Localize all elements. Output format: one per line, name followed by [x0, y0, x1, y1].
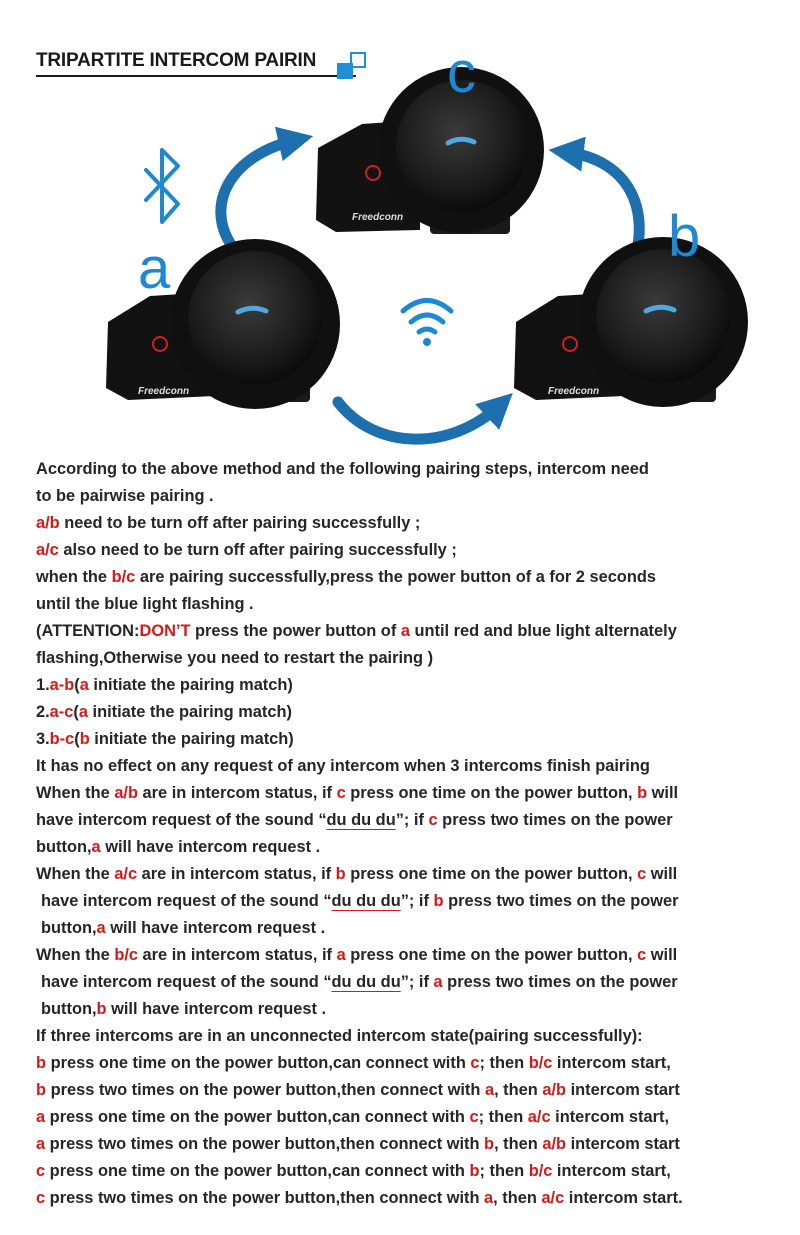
body-text: ; then [479, 1054, 529, 1072]
instruction-line [36, 699, 786, 726]
arrow-a-to-b [338, 402, 500, 439]
highlight-text: b [79, 730, 90, 748]
instruction-line [36, 861, 786, 888]
body-text: 3. [36, 730, 50, 748]
body-text: ”; if [395, 811, 429, 829]
instruction-line [36, 915, 786, 942]
body-text: (ATTENTION: [36, 622, 140, 640]
highlight-text: b/c [114, 946, 138, 964]
highlight-text: a-c [49, 703, 74, 721]
section-title: TRIPARTITE INTERCOM PAIRIN [36, 50, 317, 71]
arrow-a-to-c [221, 140, 296, 246]
body-text: press one time on the power button, [345, 946, 638, 964]
highlight-text: a [336, 946, 346, 964]
instruction-line [36, 564, 786, 591]
instruction-line [36, 1131, 786, 1158]
highlight-text: c [428, 811, 438, 829]
body-text: when the [36, 568, 112, 586]
body-text: will have intercom request . [105, 919, 326, 937]
highlight-text: a [91, 838, 101, 856]
instruction-line [36, 996, 786, 1023]
intercom-device-c [316, 67, 544, 234]
body-text: ( [74, 676, 80, 694]
body-text: ( [74, 730, 80, 748]
body-text: have intercom request of the sound “ [41, 973, 332, 991]
highlight-text: b [469, 1162, 480, 1180]
highlight-text: a [36, 1135, 46, 1153]
highlight-text: a/b [542, 1081, 567, 1099]
brand-logo: Freedconn [548, 386, 600, 397]
wifi-icon [403, 301, 451, 347]
instruction-line [36, 618, 786, 645]
device-label-b: b [668, 204, 701, 269]
highlight-text: c [36, 1162, 46, 1180]
body-text: If three intercoms are in an unconnected intercom state(pairing successfully): [36, 1027, 643, 1045]
body-text: ; then [478, 1108, 528, 1126]
instruction-line [36, 969, 786, 996]
body-text: intercom start [566, 1135, 680, 1153]
highlight-text: a [36, 1108, 46, 1126]
highlight-text: b/c [528, 1162, 553, 1180]
device-label-c: c [447, 40, 476, 105]
body-text: 2. [36, 703, 50, 721]
brand-logo: Freedconn [138, 386, 190, 397]
pairing-instructions [36, 456, 786, 1212]
body-text: initiate the pairing match) [89, 730, 294, 748]
body-text: press one time on the power button, [345, 784, 638, 802]
instruction-line [36, 645, 786, 672]
instruction-line [36, 1023, 786, 1050]
body-text: are in intercom status, if [137, 865, 336, 883]
instruction-line [36, 807, 786, 834]
highlight-text: a [400, 622, 410, 640]
instruction-line [36, 1050, 786, 1077]
underlined-sound-text: du du du [331, 973, 401, 991]
instruction-line [36, 483, 786, 510]
body-text: press one time on the power button, [345, 865, 638, 883]
body-text: When the [36, 784, 115, 802]
body-text: It has no effect on any request of any intercom when 3 intercoms finish pairing [36, 757, 650, 775]
body-text: until the blue light flashing . [36, 595, 254, 613]
body-text: are in intercom status, if [138, 946, 337, 964]
instruction-line [36, 834, 786, 861]
body-text: to be pairwise pairing . [36, 487, 214, 505]
instruction-line [36, 510, 786, 537]
body-text: ; then [479, 1162, 529, 1180]
body-text: press one time on the power button,can connect with [45, 1162, 470, 1180]
body-text: According to the above method and the following pairing steps, intercom need [36, 460, 649, 478]
body-text: initiate the pairing match) [88, 676, 293, 694]
bluetooth-icon [146, 150, 178, 222]
body-text: button, [36, 838, 92, 856]
body-text: press two times on the power button,then connect with [45, 1189, 485, 1207]
body-text: intercom start, [552, 1054, 671, 1072]
body-text: need to be turn off after pairing successfully ; [59, 514, 421, 532]
body-text: will have intercom request . [100, 838, 321, 856]
body-text: intercom start, [550, 1108, 670, 1126]
highlight-text: c [637, 865, 647, 883]
body-text: will [646, 865, 678, 883]
body-text: 1. [36, 676, 50, 694]
body-text: press two times on the power [437, 811, 673, 829]
body-text: initiate the pairing match) [87, 703, 292, 721]
body-text: have intercom request of the sound “ [36, 811, 327, 829]
body-text: , then [493, 1189, 542, 1207]
underlined-sound-text: du du du [326, 811, 396, 829]
instruction-line [36, 537, 786, 564]
highlight-text: c [470, 1054, 480, 1072]
highlight-text: b-c [49, 730, 75, 748]
body-text: also need to be turn off after pairing successfully ; [58, 541, 457, 559]
body-text: press two times on the power [442, 973, 678, 991]
device-label-a: a [138, 236, 171, 301]
highlight-text: DON’T [139, 622, 191, 640]
highlight-text: c [36, 1189, 46, 1207]
highlight-text: a [433, 973, 443, 991]
body-text: , then [494, 1135, 543, 1153]
body-text: will [647, 784, 679, 802]
highlight-text: c [336, 784, 346, 802]
body-text: intercom start, [552, 1162, 671, 1180]
instruction-line [36, 591, 786, 618]
instruction-line [36, 1104, 786, 1131]
highlight-text: c [469, 1108, 479, 1126]
body-text: press two times on the power button,then connect with [45, 1135, 485, 1153]
body-text: will have intercom request . [106, 1000, 327, 1018]
instruction-line [36, 726, 786, 753]
highlight-text: c [637, 946, 647, 964]
instruction-line [36, 456, 786, 483]
highlight-text: b [637, 784, 648, 802]
instruction-line [36, 1158, 786, 1185]
intercom-device-b [514, 237, 748, 407]
highlight-text: a/c [114, 865, 138, 883]
body-text: ”; if [400, 892, 434, 910]
highlight-text: a/b [36, 514, 60, 532]
instruction-line [36, 888, 786, 915]
instruction-line [36, 780, 786, 807]
highlight-text: b [433, 892, 444, 910]
highlight-text: b [96, 1000, 107, 1018]
instruction-line [36, 1185, 786, 1212]
body-text: have intercom request of the sound “ [41, 892, 332, 910]
highlight-text: a/b [114, 784, 138, 802]
highlight-text: a [79, 676, 89, 694]
body-text: will [646, 946, 678, 964]
instruction-line [36, 942, 786, 969]
body-text: intercom start [566, 1081, 680, 1099]
body-text: ”; if [400, 973, 434, 991]
body-text: press one time on the power button,can connect with [46, 1054, 471, 1072]
highlight-text: b [36, 1081, 47, 1099]
highlight-text: b [484, 1135, 495, 1153]
body-text: button, [41, 1000, 97, 1018]
body-text: press one time on the power button,can connect with [45, 1108, 470, 1126]
highlight-text: a-b [49, 676, 75, 694]
body-text: flashing,Otherwise you need to restart the pairing ) [36, 649, 434, 667]
body-text: press the power button of [190, 622, 401, 640]
highlight-text: a [484, 1189, 494, 1207]
highlight-text: b [335, 865, 346, 883]
highlight-text: a [96, 919, 106, 937]
highlight-text: a/b [542, 1135, 567, 1153]
body-text: When the [36, 946, 115, 964]
instruction-line [36, 1077, 786, 1104]
highlight-text: b/c [528, 1054, 553, 1072]
body-text: are in intercom status, if [138, 784, 337, 802]
highlight-text: a/c [36, 541, 59, 559]
highlight-text: a/c [541, 1189, 565, 1207]
brand-logo: Freedconn [352, 212, 404, 223]
body-text: until red and blue light alternately [409, 622, 677, 640]
body-text: button, [41, 919, 97, 937]
highlight-text: b [36, 1054, 47, 1072]
body-text: are pairing successfully,press the power button of a for 2 seconds [135, 568, 656, 586]
body-text: , then [494, 1081, 543, 1099]
instruction-line [36, 672, 786, 699]
body-text: When the [36, 865, 115, 883]
highlight-text: a/c [527, 1108, 551, 1126]
body-text: intercom start. [564, 1189, 683, 1207]
instruction-line [36, 753, 786, 780]
highlight-text: b/c [111, 568, 136, 586]
body-text: ( [73, 703, 79, 721]
body-text: press two times on the power [443, 892, 679, 910]
highlight-text: a [484, 1081, 495, 1099]
underlined-sound-text: du du du [331, 892, 401, 910]
highlight-text: a [78, 703, 88, 721]
body-text: press two times on the power button,then connect with [46, 1081, 485, 1099]
